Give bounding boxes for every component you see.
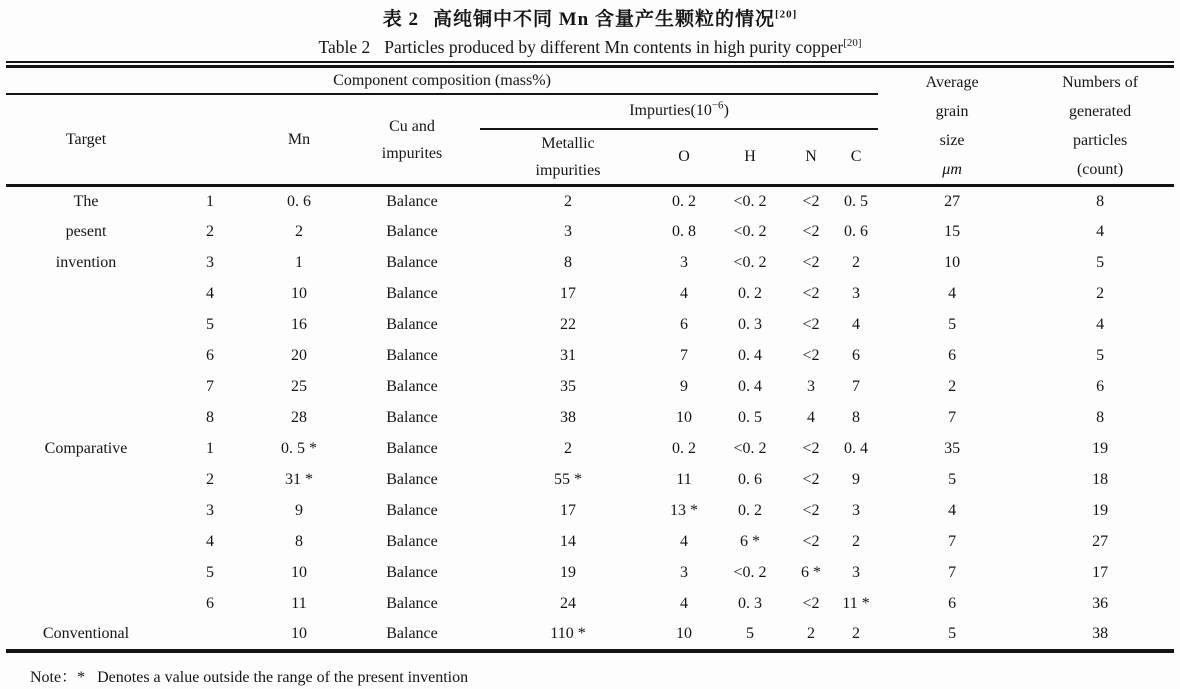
header-sample-number: [166, 94, 254, 186]
cell-particles: 18: [1092, 471, 1109, 488]
cell-no: 2: [206, 223, 214, 240]
cell-no: 1: [206, 192, 214, 210]
table-row: [6, 620, 1174, 651]
cell-particles: 38: [1092, 625, 1109, 642]
cell-target: [6, 589, 166, 620]
cell-c: 9: [852, 471, 861, 488]
cell-cu: Balance: [386, 409, 438, 426]
cell-cu: Balance: [386, 471, 438, 488]
cell-no: 5: [206, 564, 214, 581]
cell-h: 0. 2: [738, 285, 762, 302]
cell-n: <2: [802, 533, 820, 550]
table-row: [6, 558, 1174, 589]
cell-grain: 7: [948, 564, 957, 581]
cell-o: 0. 2: [672, 440, 696, 457]
table-row: [6, 341, 1174, 372]
table-caption-zh-text: 高纯铜中不同 Mn 含量产生颗粒的情况: [432, 9, 775, 30]
cell-o: 10: [676, 409, 692, 426]
cell-o: 4: [680, 285, 688, 302]
cell-o: 13 *: [670, 502, 698, 519]
cell-particles: 4: [1096, 223, 1105, 240]
cell-grain: 7: [948, 409, 957, 426]
cell-c: 0. 6: [844, 223, 869, 240]
table-caption-en-label: Table 2: [318, 37, 371, 57]
cell-target: [6, 465, 166, 496]
cell-metallic: 24: [560, 595, 576, 612]
header-hydrogen: H: [712, 129, 788, 186]
table-caption-en: [0, 34, 1180, 61]
cell-h: 0. 6: [738, 471, 762, 488]
cell-particles: 17: [1092, 564, 1109, 581]
cell-grain: 35: [944, 440, 961, 457]
cell-metallic: 35: [560, 378, 576, 395]
cell-c: 3: [852, 564, 861, 581]
table-row: [6, 589, 1174, 620]
table-caption-zh-ref: [20]: [774, 8, 798, 21]
table-row: [6, 186, 1174, 217]
cell-c: 3: [852, 285, 861, 302]
cell-particles: 36: [1092, 595, 1109, 612]
cell-target: [6, 279, 166, 310]
cell-cu: Balance: [386, 378, 438, 395]
cell-target: [6, 403, 166, 434]
cell-n: <2: [802, 440, 820, 457]
cell-target: [6, 310, 166, 341]
table-row: [6, 496, 1174, 527]
cell-c: 2: [852, 254, 861, 271]
cell-o: 4: [680, 595, 688, 612]
table-row: [6, 279, 1174, 310]
cell-grain: 6: [948, 595, 957, 612]
cell-target: [6, 558, 166, 589]
cell-particles: 2: [1096, 285, 1105, 302]
cell-cu: Balance: [386, 347, 438, 364]
cell-metallic: 2: [564, 440, 572, 457]
cell-no: 2: [206, 471, 214, 488]
table-header: [6, 68, 1174, 186]
cell-o: 0. 8: [672, 223, 696, 240]
cell-particles: 27: [1092, 533, 1109, 550]
cell-n: <2: [802, 254, 820, 271]
cell-particles: 5: [1096, 347, 1105, 364]
cell-particles: 8: [1096, 409, 1105, 426]
cell-cu: Balance: [386, 192, 438, 210]
cell-no: 6: [206, 595, 214, 612]
cell-cu: Balance: [386, 595, 438, 612]
cell-no: 5: [206, 316, 214, 333]
cell-c: 4: [852, 316, 861, 333]
cell-c: 8: [852, 409, 861, 426]
cell-cu: Balance: [386, 440, 438, 457]
cell-n: 6 *: [801, 564, 821, 581]
cell-o: 0. 2: [672, 192, 696, 210]
header-impurities: Impurties(10$^{-6}$): [480, 94, 878, 129]
header-nitrogen: N: [788, 129, 834, 186]
cell-mn: 2: [295, 223, 303, 240]
cell-o: 6: [680, 316, 688, 333]
cell-cu: Balance: [386, 502, 438, 519]
cell-o: 4: [680, 533, 688, 550]
cell-o: 7: [680, 347, 688, 364]
cell-particles: 4: [1096, 316, 1105, 333]
cell-n: 3: [807, 378, 815, 395]
table-caption-zh: [0, 6, 1180, 34]
cell-target: The: [73, 192, 99, 210]
header-carbon: C: [834, 129, 878, 186]
cell-h: 0. 2: [738, 502, 762, 519]
table-row: [6, 527, 1174, 558]
table-row: [6, 403, 1174, 434]
cell-metallic: 55 *: [554, 471, 582, 488]
cell-no: 1: [206, 440, 214, 457]
cell-cu: Balance: [386, 625, 438, 642]
cell-h: <0. 2: [733, 254, 767, 271]
cell-o: 9: [680, 378, 688, 395]
cell-no: 7: [206, 378, 214, 395]
cell-grain: 4: [948, 502, 957, 519]
table-row: [6, 217, 1174, 248]
cell-o: 3: [680, 564, 688, 581]
cell-metallic: 2: [564, 192, 572, 210]
cell-h: <0. 2: [733, 223, 767, 240]
cell-n: <2: [802, 595, 820, 612]
cell-cu: Balance: [386, 316, 438, 333]
cell-mn: 31 *: [285, 471, 313, 488]
cell-cu: Balance: [386, 223, 438, 240]
cell-metallic: 38: [560, 409, 576, 426]
cell-n: <2: [802, 347, 820, 364]
cell-grain: 6: [948, 347, 957, 364]
cell-mn: 9: [295, 502, 303, 519]
cell-no: 3: [206, 254, 214, 271]
cell-n: <2: [802, 223, 820, 240]
table-caption-en-ref: [20]: [843, 37, 862, 50]
cell-no: 4: [206, 285, 214, 302]
cell-mn: 0. 6: [287, 192, 311, 210]
table-top-rule: [6, 61, 1174, 68]
data-table: [6, 68, 1174, 653]
cell-h: <0. 2: [733, 564, 767, 581]
cell-n: 2: [807, 625, 815, 642]
cell-h: 0. 3: [738, 595, 762, 612]
cell-c: 0. 5: [844, 192, 869, 210]
cell-target: [6, 496, 166, 527]
cell-target: [6, 527, 166, 558]
cell-n: <2: [802, 316, 820, 333]
cell-grain: 2: [948, 378, 957, 395]
cell-mn: 0. 5 *: [281, 440, 317, 457]
table-note: [30, 664, 1180, 687]
cell-c: 7: [852, 378, 861, 395]
table-row: [6, 372, 1174, 403]
cell-cu: Balance: [386, 254, 438, 271]
cell-c: 6: [852, 347, 861, 364]
cell-mn: 10: [291, 564, 307, 581]
cell-o: 10: [676, 625, 692, 642]
cell-no: 8: [206, 409, 214, 426]
cell-target: Comparative: [44, 440, 128, 457]
cell-cu: Balance: [386, 285, 438, 302]
cell-particles: 19: [1092, 440, 1109, 457]
cell-h: 0. 4: [738, 347, 762, 364]
cell-particles: 8: [1096, 192, 1105, 210]
header-average-grain-size: Average grain size μm: [878, 68, 1026, 186]
cell-n: <2: [802, 471, 820, 488]
cell-h: 0. 3: [738, 316, 762, 333]
cell-grain: 10: [944, 254, 961, 271]
cell-no: [166, 620, 254, 651]
cell-no: 3: [206, 502, 214, 519]
cell-mn: 11: [291, 595, 307, 612]
table-row: [6, 248, 1174, 279]
cell-metallic: 17: [560, 502, 576, 519]
cell-particles: 19: [1092, 502, 1109, 519]
cell-particles: 5: [1096, 254, 1105, 271]
cell-h: 0. 5: [738, 409, 762, 426]
cell-o: 11: [676, 471, 692, 488]
cell-cu: Balance: [386, 564, 438, 581]
cell-grain: 5: [948, 316, 957, 333]
cell-h: <0. 2: [733, 192, 767, 210]
cell-target: [6, 341, 166, 372]
cell-grain: 7: [948, 533, 957, 550]
header-cu-and-impurites: Cu and impurites: [344, 94, 480, 186]
cell-c: 0. 4: [844, 440, 869, 457]
cell-c: 2: [852, 625, 861, 642]
cell-n: <2: [802, 192, 820, 210]
cell-mn: 28: [291, 409, 307, 426]
cell-mn: 8: [295, 533, 303, 550]
cell-grain: 27: [944, 192, 961, 210]
cell-target: invention: [55, 254, 117, 271]
cell-mn: 16: [291, 316, 307, 333]
cell-o: 3: [680, 254, 688, 271]
cell-c: 3: [852, 502, 861, 519]
cell-grain: 5: [948, 471, 957, 488]
cell-no: 4: [206, 533, 214, 550]
cell-no: 6: [206, 347, 214, 364]
cell-mn: 10: [291, 625, 307, 642]
table-caption-en-text: Particles produced by different Mn contents in high purity copper: [384, 37, 844, 57]
cell-metallic: 31: [560, 347, 576, 364]
table-body: [6, 186, 1174, 651]
cell-h: 0. 4: [738, 378, 762, 395]
cell-target: pesent: [65, 223, 107, 240]
cell-c: 2: [852, 533, 861, 550]
cell-metallic: 17: [560, 285, 576, 302]
cell-metallic: 22: [560, 316, 576, 333]
header-metallic-impurities: Metallic impurities: [480, 129, 656, 186]
note-label: Note：*: [30, 668, 86, 686]
header-target: Target: [6, 94, 166, 186]
cell-metallic: 14: [560, 533, 576, 550]
header-generated-particles: Numbers of generated particles (count): [1026, 68, 1174, 186]
cell-mn: 10: [291, 285, 307, 302]
cell-n: 4: [807, 409, 815, 426]
note-text: Denotes a value outside the range of the present invention: [97, 668, 469, 686]
cell-mn: 1: [295, 254, 303, 271]
cell-grain: 15: [944, 223, 961, 240]
cell-metallic: 3: [564, 223, 572, 240]
header-oxygen: O: [656, 129, 712, 186]
cell-mn: 20: [291, 347, 307, 364]
header-component-composition: Component composition (mass%): [6, 68, 878, 94]
cell-particles: 6: [1096, 378, 1105, 395]
table-row: [6, 310, 1174, 341]
cell-mn: 25: [291, 378, 307, 395]
table-row: [6, 434, 1174, 465]
cell-grain: 5: [948, 625, 957, 642]
table-row: [6, 465, 1174, 496]
cell-n: <2: [802, 502, 820, 519]
cell-h: 5: [746, 625, 754, 642]
cell-metallic: 110 *: [550, 625, 586, 642]
cell-target: Conventional: [42, 625, 130, 642]
cell-target: [6, 372, 166, 403]
table-caption-zh-label: 表 2: [382, 9, 419, 30]
cell-cu: Balance: [386, 533, 438, 550]
cell-metallic: 8: [564, 254, 572, 271]
cell-c: 11 *: [842, 595, 870, 612]
cell-h: 6 *: [740, 533, 760, 550]
cell-n: <2: [802, 285, 820, 302]
cell-grain: 4: [948, 285, 957, 302]
cell-metallic: 19: [560, 564, 576, 581]
cell-h: <0. 2: [733, 440, 767, 457]
header-mn: Mn: [254, 94, 344, 186]
